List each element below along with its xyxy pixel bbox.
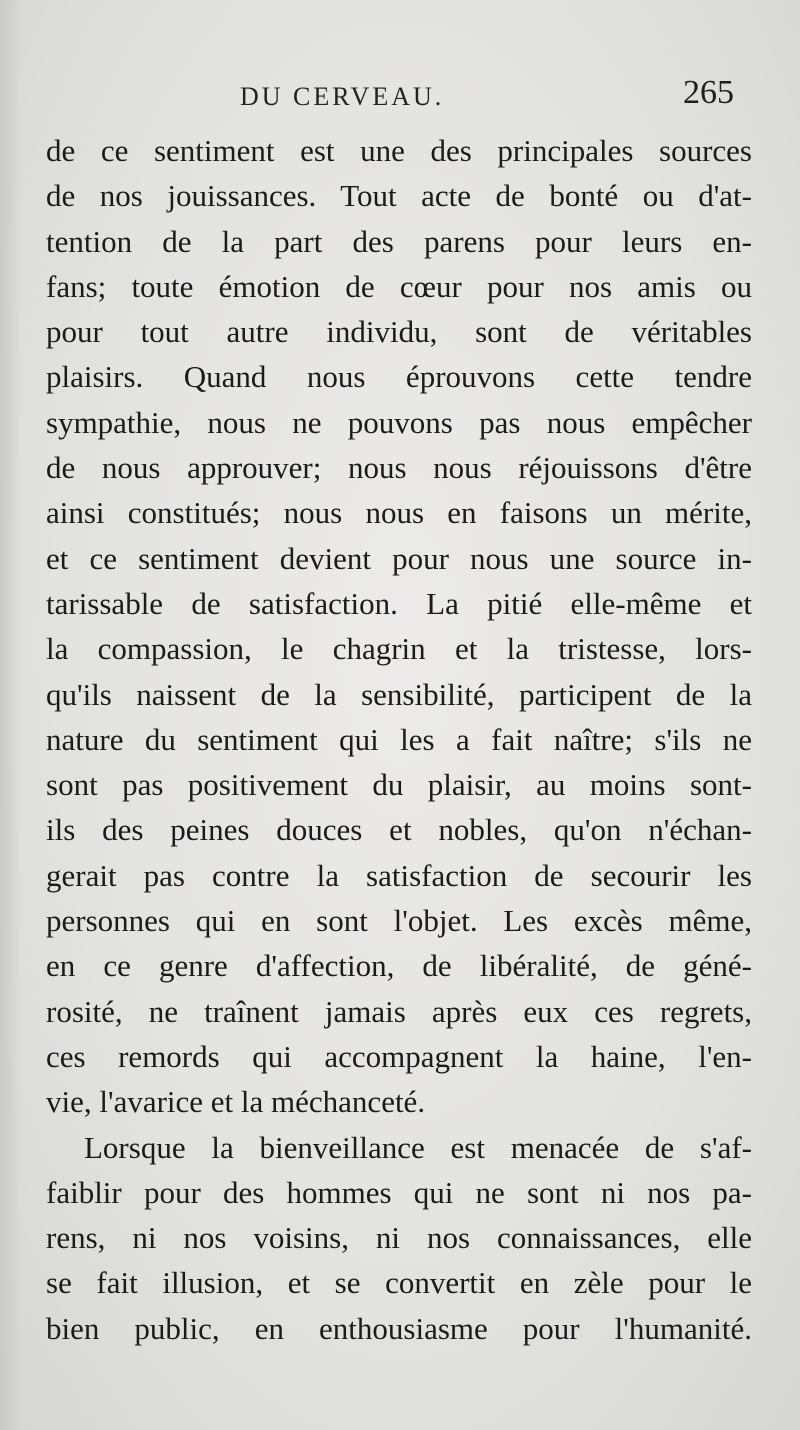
text-line: nature du sentiment qui les a fait naître; s'ils ne bbox=[46, 721, 752, 757]
text-line: rens, ni nos voisins, ni nos connaissances, elle bbox=[46, 1220, 752, 1256]
text-line: tention de la part des parens pour leurs en- bbox=[46, 223, 752, 259]
text-line: personnes qui en sont l'objet. Les excès même, bbox=[46, 903, 752, 939]
page-number: 265 bbox=[683, 74, 734, 111]
text-line: fans; toute émotion de cœur pour nos amis ou bbox=[46, 268, 752, 304]
page-shadow-edge bbox=[0, 0, 22, 1430]
text-line: faiblir pour des hommes qui ne sont ni nos pa- bbox=[46, 1174, 752, 1210]
body-text bbox=[46, 128, 752, 1351]
text-line: et ce sentiment devient pour nous une source in- bbox=[46, 540, 752, 576]
text-line: sympathie, nous ne pouvons pas nous empêcher bbox=[46, 404, 752, 440]
running-head: DU CERVEAU. bbox=[240, 82, 445, 111]
text-line: rosité, ne traînent jamais après eux ces regrets, bbox=[46, 993, 752, 1029]
text-line: gerait pas contre la satisfaction de secourir les bbox=[46, 857, 752, 893]
text-line: sont pas positivement du plaisir, au moins sont- bbox=[46, 767, 752, 803]
page-header bbox=[0, 74, 800, 118]
text-line: bien public, en enthousiasme pour l'humanité. bbox=[46, 1310, 752, 1346]
text-line: ces remords qui accompagnent la haine, l'en- bbox=[46, 1038, 752, 1074]
text-line: se fait illusion, et se convertit en zèle pour le bbox=[46, 1265, 752, 1301]
text-line: tarissable de satisfaction. La pitié elle-même et bbox=[46, 585, 752, 621]
text-line: de nos jouissances. Tout acte de bonté ou d'at- bbox=[46, 178, 752, 214]
paragraph-start-line: Lorsque la bienveillance est menacée de s'af- bbox=[84, 1129, 752, 1165]
text-line: en ce genre d'affection, de libéralité, de géné- bbox=[46, 948, 752, 984]
text-line: ainsi constitués; nous nous en faisons un mérite, bbox=[46, 495, 752, 531]
text-line: de nous approuver; nous nous réjouissons d'être bbox=[46, 450, 752, 486]
text-line: pour tout autre individu, sont de véritables bbox=[46, 314, 752, 350]
text-line: qu'ils naissent de la sensibilité, participent de la bbox=[46, 676, 752, 712]
paragraph-end-line: vie, l'avarice et la méchanceté. bbox=[46, 1084, 426, 1120]
text-line: la compassion, le chagrin et la tristesse, lors- bbox=[46, 631, 752, 667]
text-line: ils des peines douces et nobles, qu'on n'échan- bbox=[46, 812, 752, 848]
text-line: plaisirs. Quand nous éprouvons cette tendre bbox=[46, 359, 752, 395]
text-line: de ce sentiment est une des principales sources bbox=[46, 133, 752, 168]
